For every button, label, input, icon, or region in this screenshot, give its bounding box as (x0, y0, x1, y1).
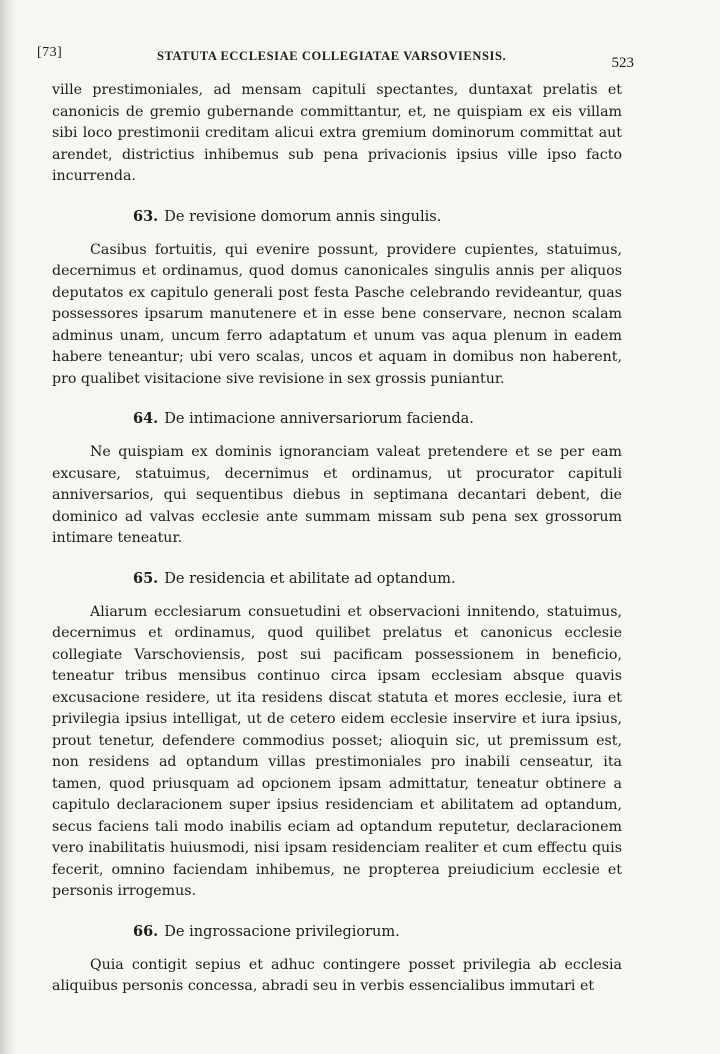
section-paragraph-66: Quia contigit sepius et adhuc contingere posset privilegia ab ecclesia aliquibus personis concessa, abradi seu in verbis essencialibus immutari et (52, 956, 622, 994)
page-number: 523 (611, 55, 634, 71)
book-page (37, 40, 634, 998)
folio-marker: [73] (37, 45, 63, 60)
section-number: 63. (133, 207, 159, 225)
section-heading-66 (52, 921, 622, 943)
section-title: De intimacione anniversariorum facienda. (164, 411, 474, 427)
section-number: 64. (133, 410, 159, 427)
continuation-paragraph: ville prestimoniales, ad mensam capituli spectantes, duntaxat prelatis et canonicis de gremio gubernande committantur, et, ne quispiam ex eis villam sibi loco prestimonii creditam alicui extra gremium dominorum committat aut arendet, districtius inhibemus sub pena privacionis ipsius ville ipso facto incurrenda. (52, 82, 622, 184)
section-number: 66. (133, 922, 159, 940)
section-heading-64 (52, 408, 622, 430)
page-binding-shadow (0, 0, 16, 1054)
section-heading-65 (52, 568, 622, 590)
section-paragraph-65: Aliarum ecclesiarum consuetudini et observacioni innitendo, statuimus, decernimus et ordinamus, quod quilibet prelatus et canonicus ecclesie collegiate Varschoviensis, post sui pacificam possessionem in beneficio, teneatur tribus mensibus continuo circa ipsam ecclesiam absque quavis excusacione residere, ut ita residens discat statuta et mores ecclesie, iura et privilegia ipsius intelligat, ut de cetero eidem ecclesie inservire et iura ipsius, prout tenetur, defendere commodius posset; alioquin sic, ut premissum est, non residens ad optandum villas prestimoniales pro inabili censeatur, ita tamen, quod priusquam ad opcionem ipsam admittatur, teneatur obtinere a capitulo declaracionem super ipsius residenciam et abilitatem ad optandum, secus faciens tali modo inabilis eciam ad optandum reputetur, declaracionem vero inabilitatis huiusmodi, nisi ipsam residenciam realiter et cum effectu quis fecerit, omnino faciendam inhibemus, ne propterea preiudicium ecclesie et personis irrogemus. (52, 603, 622, 899)
body-text (52, 80, 622, 998)
section-title: De residencia et abilitate ad optandum. (164, 570, 456, 587)
section-title: De revisione domorum annis singulis. (164, 208, 442, 225)
section-paragraph-63: Casibus fortuitis, qui evenire possunt, providere cupientes, statuimus, decernimus et ordinamus, quod domus canonicales singulis annis per aliquos deputatos ex capitulo generali post festa Pasche celebrando revideantur, quas possessores ipsarum manutenere et in esse bene conservare, necnon scalam adminus unam, uncum ferro adaptatum et unum vas aqua plenum in eadem habere teneantur; ubi vero scalas, uncos et aquam in domibus non haberent, pro qualibet visitacione sive revisione in sex grossis puniantur. (52, 241, 622, 387)
section-title: De ingrossacione privilegiorum. (164, 923, 400, 940)
section-heading-63 (52, 206, 622, 228)
section-number: 65. (133, 569, 159, 587)
running-head (37, 40, 634, 80)
running-title: STATUTA ECCLESIAE COLLEGIATAE VARSOVIENSIS. (157, 49, 507, 63)
section-paragraph-64: Ne quispiam ex dominis ignoranciam valeat pretendere et se per eam excusare, statuimus, decernimus et ordinamus, ut procurator capituli anniversarios, qui sequentibus diebus in septimana decantari debent, die dominico ad valvas ecclesie ante summam missam sub pena sex grossorum intimare teneatur. (52, 444, 622, 546)
